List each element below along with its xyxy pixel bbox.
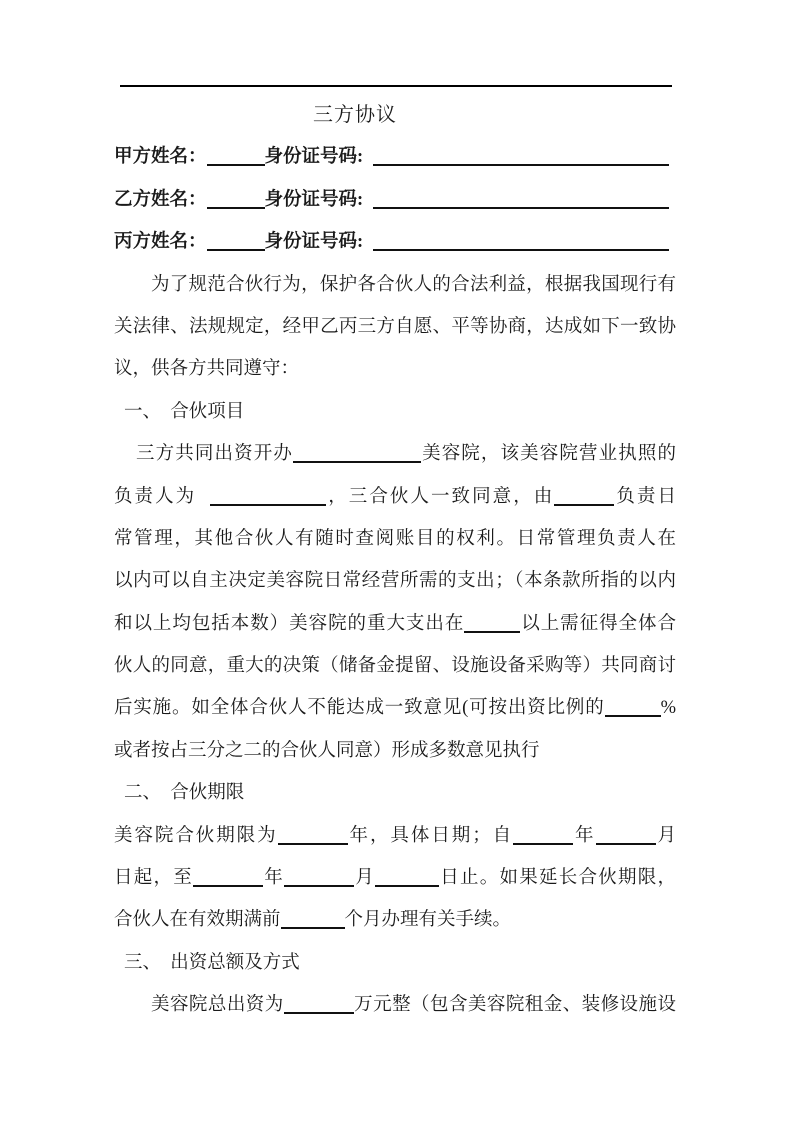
text-segment: 年 bbox=[263, 868, 284, 889]
blank-field bbox=[278, 829, 348, 845]
section-2-line-2 bbox=[114, 857, 676, 899]
blank-field bbox=[513, 829, 573, 845]
preamble-line-1 bbox=[114, 264, 676, 306]
text-segment: 乙方姓名： bbox=[114, 189, 207, 210]
text-segment: 美容院合伙期限为 bbox=[114, 825, 278, 846]
text-segment: 年，具体日期；自 bbox=[347, 825, 514, 846]
document-body bbox=[114, 94, 676, 1027]
blank-field bbox=[554, 490, 614, 506]
text-segment: 身份证号码: bbox=[264, 189, 364, 210]
blank-field bbox=[293, 447, 421, 463]
preamble-line-2 bbox=[114, 306, 676, 348]
text-segment: 议，供各方共同遵守： bbox=[114, 359, 300, 380]
text-segment: 一、 合伙项目 bbox=[124, 401, 245, 422]
text-segment: % bbox=[660, 698, 676, 719]
spacer bbox=[363, 204, 373, 205]
blank-field bbox=[284, 871, 354, 887]
blank-field bbox=[207, 150, 265, 166]
text-segment: 以上需征得全体合 bbox=[520, 613, 676, 634]
section-2-line-1 bbox=[114, 815, 676, 857]
blank-field bbox=[281, 913, 345, 929]
spacer bbox=[363, 246, 373, 247]
blank-field bbox=[605, 701, 661, 717]
spacer bbox=[363, 161, 373, 162]
text-segment: 或者按占三分之二的合伙人同意）形成多数意见执行 bbox=[114, 740, 540, 761]
text-segment: ，三合伙人一致同意，由 bbox=[326, 486, 555, 507]
text-segment: 美容院，该美容院营业执照的 bbox=[420, 444, 676, 465]
section-1-line-3 bbox=[114, 518, 676, 560]
blank-field bbox=[373, 150, 669, 166]
text-segment: 年 bbox=[573, 825, 596, 846]
text-segment: 美容院总出资为 bbox=[151, 995, 284, 1016]
section-1-line-8 bbox=[114, 730, 676, 772]
text-segment: 万元整（包含美容院租金、装修设施设 bbox=[353, 995, 676, 1016]
text-segment: 二、 合伙期限 bbox=[124, 783, 245, 804]
text-segment: 三方共同出资开办 bbox=[136, 444, 293, 465]
section-1-line-7 bbox=[114, 687, 676, 729]
section-2-heading bbox=[114, 772, 676, 814]
text-segment: 三、 出资总额及方式 bbox=[124, 952, 300, 973]
section-3-heading bbox=[114, 942, 676, 984]
section-1-line-4 bbox=[114, 560, 676, 602]
text-segment: 负责日 bbox=[614, 486, 676, 507]
section-1-line-6 bbox=[114, 645, 676, 687]
text-segment: 甲方姓名： bbox=[114, 147, 207, 168]
doc-title bbox=[114, 94, 676, 136]
text-segment: 个月办理有关手续。 bbox=[344, 910, 512, 931]
text-segment: 以内可以自主决定美容院日常经营所需的支出；（本条款所指的以内 bbox=[114, 571, 676, 592]
text-segment: 日起，至 bbox=[114, 868, 193, 889]
text-segment: 合伙人在有效期满前 bbox=[114, 910, 281, 931]
party-a-row bbox=[114, 136, 676, 178]
text-segment: 常管理，其他合伙人有随时查阅账目的权利。日常管理负责人在 bbox=[114, 528, 676, 549]
spacer bbox=[196, 501, 210, 502]
text-segment: 丙方姓名： bbox=[114, 232, 207, 253]
section-3-line-1 bbox=[114, 984, 676, 1026]
blank-field bbox=[284, 998, 354, 1014]
section-1-line-2 bbox=[114, 476, 676, 518]
blank-field bbox=[464, 617, 520, 633]
section-1-heading bbox=[114, 391, 676, 433]
section-2-line-3 bbox=[114, 899, 676, 941]
party-c-row bbox=[114, 221, 676, 263]
party-b-row bbox=[114, 179, 676, 221]
text-segment: 身份证号码: bbox=[264, 232, 364, 253]
blank-field bbox=[373, 235, 669, 251]
text-segment: 身份证号码: bbox=[264, 147, 364, 168]
text-segment: 为了规范合伙行为，保护各合伙人的合法利益，根据我国现行有 bbox=[151, 274, 676, 295]
text-segment: 关法律、法规规定，经甲乙丙三方自愿、平等协商，达成如下一致协 bbox=[114, 316, 676, 337]
blank-field bbox=[596, 829, 656, 845]
text-segment: 日止。如果延长合伙期限， bbox=[439, 868, 676, 889]
text-segment: 月 bbox=[354, 868, 375, 889]
text-segment: 后实施。如全体合伙人不能达成一致意见(可按出资比例的 bbox=[114, 698, 605, 719]
blank-field bbox=[210, 490, 326, 506]
preamble-line-3 bbox=[114, 348, 676, 390]
section-1-line-1 bbox=[114, 433, 676, 475]
header-rule bbox=[120, 85, 672, 87]
text-segment: 负责人为 bbox=[114, 486, 197, 507]
blank-field bbox=[207, 235, 265, 251]
blank-field bbox=[193, 871, 263, 887]
text-segment: 伙人的同意，重大的决策（储备金提留、设施设备采购等）共同商讨 bbox=[114, 656, 676, 677]
section-1-line-5 bbox=[114, 603, 676, 645]
blank-field bbox=[207, 193, 265, 209]
blank-field bbox=[373, 193, 669, 209]
text-segment: 月 bbox=[655, 825, 676, 846]
blank-field bbox=[375, 871, 439, 887]
text-segment: 三方协议 bbox=[313, 104, 397, 126]
text-segment: 和以上均包括本数）美容院的重大支出在 bbox=[114, 613, 465, 634]
